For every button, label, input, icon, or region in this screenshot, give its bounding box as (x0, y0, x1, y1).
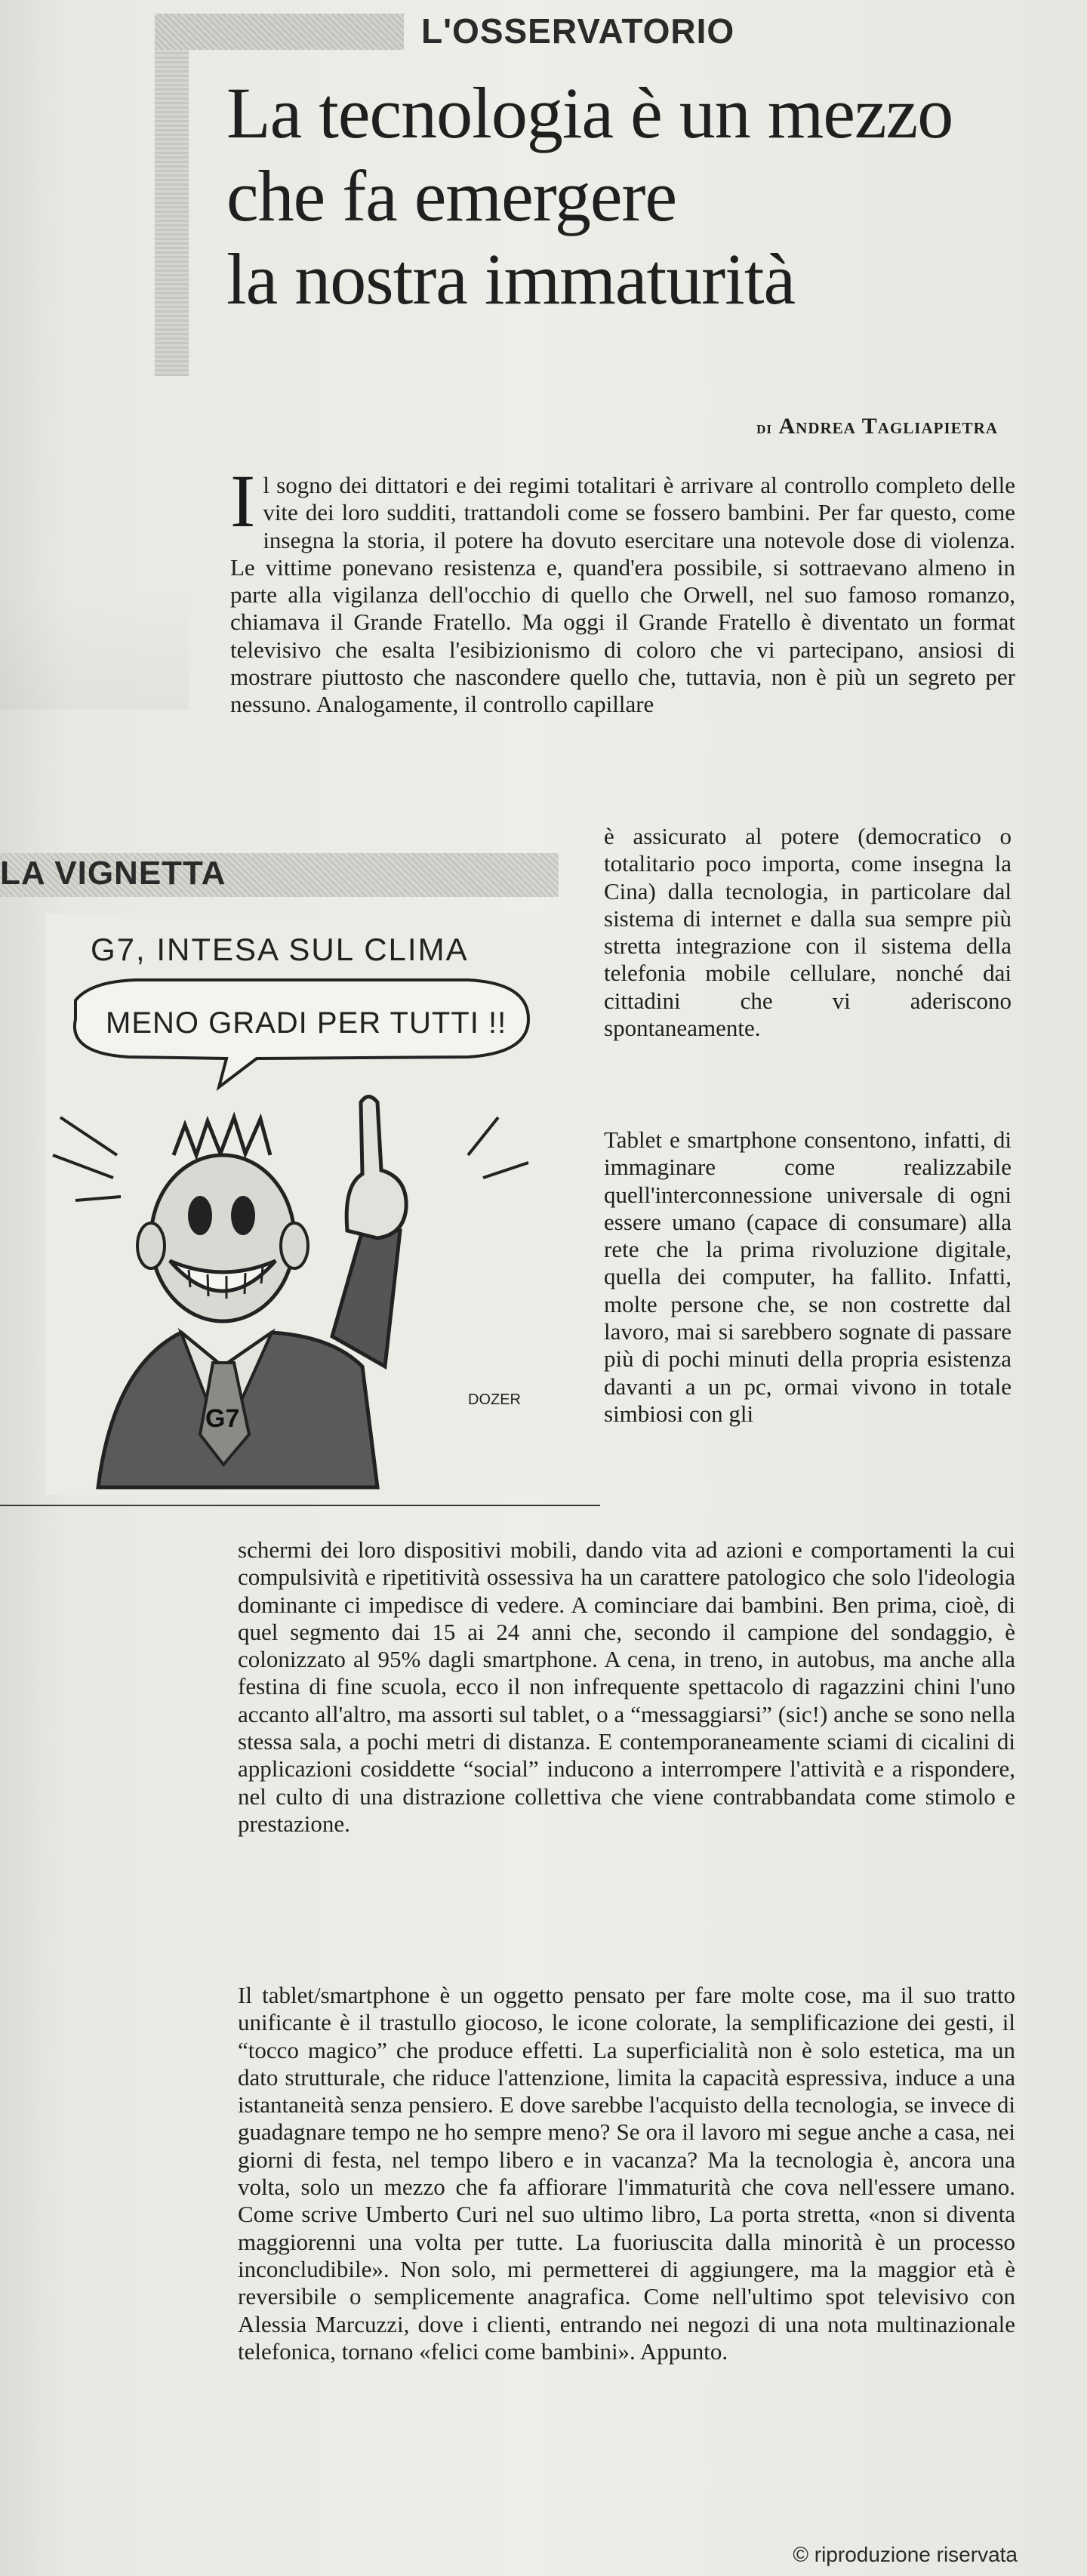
headline-line-1: La tecnologia è un mezzo (226, 72, 953, 153)
headline-line-2: che fa emergere (226, 156, 677, 236)
byline (756, 414, 998, 439)
article-paragraph-5 (238, 1982, 1015, 2365)
left-eye (188, 1196, 212, 1235)
header-side-rule (155, 14, 189, 376)
paragraph-5-text: Il tablet/smartphone è un oggetto pensato per fare molte cose, ma il suo tratto unificante è il trastullo giocoso, le icone colorate, la semplificazione dei gesti, il “tocco magico” che produce effetti. La superficialità non è solo estetica, ma un dato strutturale, che riduce l'attenzione, limita la capacità espressiva, induce a una istantaneità senza pensiero. E dove sarebbe l'acquisto della tecnologia, se invece di guadagnare tempo ne ho sempre meno? Se ora il lavoro mi segue anche a casa, nei giorni di festa, nel tempo libero e in vacanza? Ma la tecnologia è, ancora una volta, solo un mezzo che fa affiorare l'immaturità che cova nell'essere umano. Come scrive Umberto Curi nel suo ultimo libro, La porta stretta, «non si diventa maggiorenni una volta per tutte. La fuoriuscita dalla minorità è un processo inconcludibile». Non solo, mi permetterei di aggiungere, ma la maggior età è reversibile o semplicemente anagrafica. Come nell'ultimo spot televisivo con Alessia Marcuzzi, dove i clienti, entrando nei negozi di una nota multinazionale telefonica, tornano «felici come bambini». Appunto. (238, 1982, 1015, 2365)
right-eye (231, 1196, 255, 1235)
vignette-bottom-rule (0, 1505, 600, 1506)
section-label: L'OSSERVATORIO (421, 11, 735, 51)
byline-prefix: di (756, 418, 772, 438)
section-bar (155, 14, 404, 50)
adjacent-page-bleed (0, 589, 189, 710)
right-ear (281, 1223, 308, 1268)
cartoonist-signature: DOZER (468, 1391, 521, 1408)
cartoon-title: G7, INTESA SUL CLIMA (91, 932, 469, 967)
left-ear (137, 1223, 165, 1268)
character-head (151, 1155, 294, 1321)
headline-line-3: la nostra immaturità (226, 239, 796, 319)
article-paragraph-1 (230, 459, 1015, 719)
vignette-label: LA VIGNETTA (0, 855, 226, 892)
speech-text: MENO GRADI PER TUTTI !! (106, 1006, 507, 1040)
article-paragraph-2 (604, 823, 1012, 1042)
paragraph-1-text: l sogno dei dittatori e dei regimi totalitari è arrivare al controllo completo delle vite dei loro sudditi, trattandoli come se fossero bambini. Per far questo, come insegna la storia, il potere ha dovuto esercitare una notevole dose di violenza. Le vittime ponevano resistenza e, quand'era possibile, si sottraevano almeno in parte alla vigilanza dell'occhio di quello che Orwell, nel suo famoso romanzo, chiamava il Grande Fratello. Ma oggi il Grande Fratello è diventato un format televisivo che esalta l'esibizionismo di coloro che vi partecipano, ansiosi di mostrare piuttosto che nascondere quello che, tuttavia, non è più un segreto per nessuno. Analogamente, il controllo capillare (230, 472, 1015, 718)
paragraph-4-text: schermi dei loro dispositivi mobili, dando vita ad azioni e comportamenti la cui compulsività e ripetitività ossessiva ha un carattere patologico che solo l'ideologia dominante ci impedisce di vedere. A cominciare dai bambini. Ben prima, cioè, di quel segmento dai 15 ai 24 anni che, secondo il campione del sondaggio, è colonizzato al 95% dagli smartphone. A cena, in treno, in autobus, ma anche alla festina di fine scuola, ecco il non infrequente spettacolo di ragazzini chini l'uno accanto all'altro, ma assorti sul tablet, o a “messaggiarsi” (sic!) anche se sono nella stessa sala, a pochi metri di distanza. E contemporaneamente sciami di cicalini di applicazioni cosiddette “social” inducono a interrompere l'attività e a rispondere, nel culto di una distrazione collettiva che viene contrabbandata come stimolo e prestazione. (238, 1536, 1015, 1837)
article-paragraph-4 (238, 1536, 1015, 1838)
drop-cap: I (230, 459, 256, 543)
paragraph-2-text: è assicurato al potere (democratico o totalitario poco importa, come insegna la Cina) dalla tecnologia, in particolare dal sistema di internet e dalla sua sempre più stretta integrazione con il sistema della telefonia mobile cellulare, nonché dai cittadini che vi aderiscono spontaneamente. (604, 823, 1012, 1042)
paragraph-3-text: Tablet e smartphone consentono, infatti, di immaginare come realizzabile quell'interconnessione universale di ogni essere umano (capace di consumare) alla rete che la prima rivoluzione digitale, quella dei computer, ha fallito. Infatti, molte persone che, se non costrette dal lavoro, mai si sarebbero sognate di passare più di pochi minuti della propria esistenza davanti a un pc, ormai vivono in totale simbiosi con gli (604, 1126, 1012, 1427)
tie-text: G7 (205, 1404, 240, 1433)
copyright-notice: © riproduzione riservata (793, 2543, 1018, 2566)
byline-author: Andrea Tagliapietra (778, 414, 998, 439)
vignette-cartoon (45, 914, 574, 1495)
article-paragraph-3 (604, 1126, 1012, 1428)
headline (226, 72, 1057, 321)
